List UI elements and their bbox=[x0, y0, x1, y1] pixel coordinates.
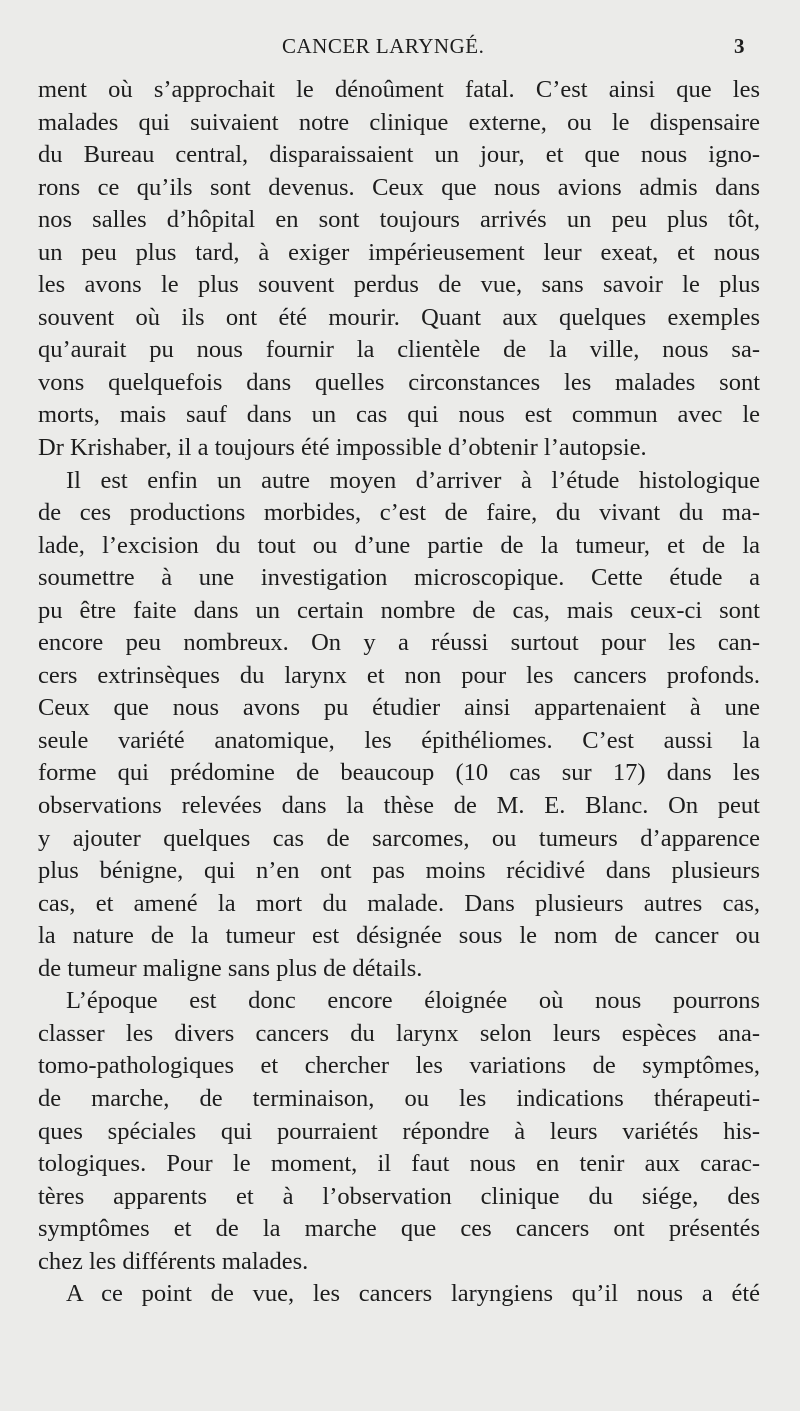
text-line: ment où s’approchait le dénoûment fatal. C’est ainsi que les bbox=[38, 76, 760, 103]
text-line: seule variété anatomique, les épithéliomes. C’est aussi la bbox=[38, 726, 760, 754]
text-line: cers extrinsèques du larynx et non pour les cancers profonds. bbox=[38, 661, 760, 689]
text-line: chez les différents malades. bbox=[38, 1247, 309, 1275]
text-line: observations relevées dans la thèse de M. E. Blanc. On peut bbox=[38, 792, 760, 820]
text-line: A ce point de vue, les cancers laryngiens qu’il nous a été bbox=[66, 1280, 760, 1308]
text-line: rons ce qu’ils sont devenus. Ceux que nous avions admis dans bbox=[38, 173, 760, 201]
running-title: CANCER LARYNGÉ. bbox=[282, 34, 485, 58]
text-line: Il est enfin un autre moyen d’arriver à l’étude histologique bbox=[66, 466, 760, 494]
text-line: symptômes et de la marche que ces cancers ont présentés bbox=[38, 1215, 760, 1243]
text-line: de tumeur maligne sans plus de détails. bbox=[38, 954, 423, 982]
body-text bbox=[38, 74, 760, 1311]
text-line: un peu plus tard, à exiger impérieusement leur exeat, et nous bbox=[38, 238, 760, 266]
text-line: ques spéciales qui pourraient répondre à leurs variétés his- bbox=[38, 1117, 760, 1145]
text-line: tomo-pathologiques et chercher les variations de symptômes, bbox=[38, 1052, 760, 1080]
text-line: tologiques. Pour le moment, il faut nous en tenir aux carac- bbox=[38, 1150, 760, 1178]
text-line: lade, l’excision du tout ou d’une partie de la tumeur, et de la bbox=[38, 531, 760, 559]
text-line: morts, mais sauf dans un cas qui nous est commun avec le bbox=[38, 401, 760, 429]
text-line: classer les divers cancers du larynx selon leurs espèces ana- bbox=[38, 1019, 760, 1047]
text-line: qu’aurait pu nous fournir la clientèle de la ville, nous sa- bbox=[38, 336, 760, 364]
text-line: souvent où ils ont été mourir. Quant aux quelques exemples bbox=[38, 303, 760, 331]
text-line: encore peu nombreux. On y a réussi surtout pour les can- bbox=[38, 629, 760, 657]
text-line: y ajouter quelques cas de sarcomes, ou tumeurs d’apparence bbox=[38, 824, 760, 852]
text-line: la nature de la tumeur est désignée sous le nom de cancer ou bbox=[38, 922, 760, 950]
text-line: nos salles d’hôpital en sont toujours arrivés un peu plus tôt, bbox=[38, 206, 760, 234]
text-line: les avons le plus souvent perdus de vue, sans savoir le plus bbox=[38, 271, 760, 299]
text-line: Ceux que nous avons pu étudier ainsi appartenaient à une bbox=[38, 694, 760, 722]
text-line: de marche, de terminaison, ou les indications thérapeuti- bbox=[38, 1084, 760, 1112]
text-line: L’époque est donc encore éloignée où nous pourrons bbox=[66, 987, 760, 1015]
text-line: vons quelquefois dans quelles circonstances les malades sont bbox=[38, 368, 760, 396]
text-line: plus bénigne, qui n’en ont pas moins récidivé dans plusieurs bbox=[38, 857, 760, 885]
text-line: de ces productions morbides, c’est de faire, du vivant du ma- bbox=[38, 499, 760, 527]
page-number: 3 bbox=[734, 34, 745, 58]
text-line: Dr Krishaber, il a toujours été impossible d’obtenir l’autopsie. bbox=[38, 434, 647, 462]
text-line: pu être faite dans un certain nombre de cas, mais ceux-ci sont bbox=[38, 596, 760, 624]
page-header bbox=[0, 34, 800, 62]
text-line: malades qui suivaient notre clinique externe, ou le dispensaire bbox=[38, 108, 760, 136]
text-line: tères apparents et à l’observation clinique du siége, des bbox=[38, 1182, 760, 1210]
text-line: du Bureau central, disparaissaient un jour, et que nous igno- bbox=[38, 141, 760, 169]
text-line: forme qui prédomine de beaucoup (10 cas sur 17) dans les bbox=[38, 759, 760, 787]
text-line: soumettre à une investigation microscopique. Cette étude a bbox=[38, 564, 760, 592]
text-line: cas, et amené la mort du malade. Dans plusieurs autres cas, bbox=[38, 889, 760, 917]
